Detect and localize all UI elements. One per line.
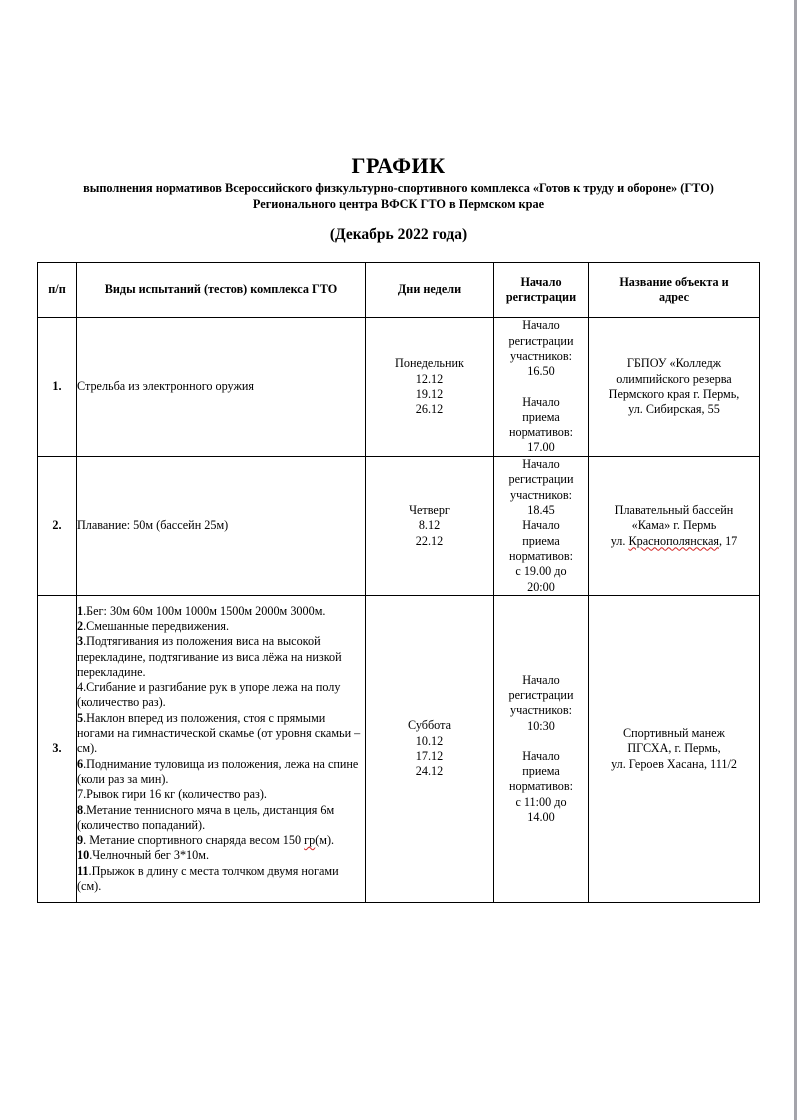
accept-text: Начало xyxy=(522,394,560,409)
row-days xyxy=(366,318,494,457)
table-header-row xyxy=(38,263,760,318)
accept-text: Начало xyxy=(522,748,560,763)
reg-time: 16.50 xyxy=(527,364,555,379)
row-days xyxy=(366,596,494,903)
row-venue xyxy=(589,318,760,457)
test-item-number: 9 xyxy=(77,833,84,848)
date: 8.12 xyxy=(418,518,441,533)
header-registration xyxy=(494,263,589,318)
test-item-misspelled: гр xyxy=(304,833,316,848)
test-item xyxy=(77,848,365,863)
accept-text: приема xyxy=(522,764,560,779)
accept-text: приема xyxy=(522,533,560,548)
row-registration xyxy=(494,318,589,457)
header-venue-line-2: адрес xyxy=(658,290,689,304)
test-item-number: 2 xyxy=(77,618,84,633)
test-item xyxy=(77,711,365,757)
header-days: Дни недели xyxy=(366,263,494,318)
accept-text: нормативов: xyxy=(508,548,573,563)
row-test: Стрельба из электронного оружия xyxy=(77,318,366,457)
test-item-number: 3 xyxy=(77,634,84,649)
date: 19.12 xyxy=(415,387,444,401)
header-registration-line-1: Начало xyxy=(520,274,562,289)
document-subtitle xyxy=(20,180,777,212)
test-item xyxy=(77,787,365,802)
date: 10.12 xyxy=(415,733,444,748)
test-item xyxy=(77,604,365,619)
accept-time: с 11:00 до xyxy=(515,794,567,809)
test-item-number: 1 xyxy=(77,603,84,618)
day-name: Понедельник xyxy=(395,356,464,371)
header-venue-line-1: Название объекта и xyxy=(619,274,729,289)
accept-time: с 19.00 до xyxy=(515,564,567,579)
test-item xyxy=(77,803,365,834)
reg-text: Начало xyxy=(522,318,560,333)
row-number: 2. xyxy=(38,457,77,596)
reg-time: 18.45 xyxy=(527,503,555,518)
test-item-text: .Бег: 30м 60м 100м 1000м 1500м 2000м 3000м. xyxy=(83,603,326,618)
venue-line: ГБПОУ «Колледж xyxy=(626,356,722,371)
test-item-text: .Сгибание и разгибание рук в упоре лежа на полу (количество раз). xyxy=(77,680,341,710)
test-item-text: .Смешанные передвижения. xyxy=(83,618,229,633)
venue-line: Плавательный бассейн xyxy=(614,503,734,518)
accept-time: 20:00 xyxy=(527,579,555,594)
table-row xyxy=(38,318,760,457)
venue-line: «Кама» г. Пермь xyxy=(631,518,717,533)
accept-text: Начало xyxy=(522,518,560,533)
test-item-tail: (м). xyxy=(315,833,335,848)
table-row xyxy=(38,596,760,903)
test-item xyxy=(77,619,365,634)
row-number: 1. xyxy=(38,318,77,457)
day-name: Четверг xyxy=(409,503,450,518)
reg-time: 10:30 xyxy=(527,718,555,733)
venue-line: ул. Сибирская, 55 xyxy=(628,402,720,417)
test-item-text: .Прыжок в длину с места толчком двумя ногами (см). xyxy=(77,863,339,894)
venue-street-number: , 17 xyxy=(718,533,738,548)
date: 17.12 xyxy=(415,749,444,763)
header-venue xyxy=(589,263,760,318)
venue-line: олимпийского резерва xyxy=(616,371,732,386)
reg-text: участников: xyxy=(510,348,572,363)
accept-text: приема xyxy=(522,409,560,424)
row-venue xyxy=(589,457,760,596)
schedule-table xyxy=(37,262,760,903)
test-item xyxy=(77,634,365,680)
test-item-number: 7 xyxy=(77,787,84,802)
accept-text: нормативов: xyxy=(508,425,573,440)
subtitle-line-2: Регионального центра ВФСК ГТО в Пермском крае xyxy=(252,197,545,211)
test-item xyxy=(77,864,365,895)
date: 26.12 xyxy=(415,402,444,417)
test-item-text: . Метание спортивного снаряда весом 150 xyxy=(83,833,305,848)
test-item-number: 10 xyxy=(77,848,90,863)
reg-text: участников: xyxy=(510,487,572,502)
row-days xyxy=(366,457,494,596)
row-venue xyxy=(589,596,760,903)
header-registration-line-2: регистрации xyxy=(505,290,577,304)
accept-time: 14.00 xyxy=(527,810,555,825)
row-test: Плавание: 50м (бассейн 25м) xyxy=(77,457,366,596)
accept-time: 17.00 xyxy=(527,440,555,455)
venue-line: ПГСХА, г. Пермь, xyxy=(627,741,721,756)
test-item-text: .Рывок гири 16 кг (количество раз). xyxy=(83,787,267,802)
header-num: п/п xyxy=(38,263,77,318)
venue-street-name: Краснополянская xyxy=(628,533,719,548)
venue-street-prefix: ул. xyxy=(610,533,629,548)
table-row xyxy=(38,457,760,596)
row-number: 3. xyxy=(38,596,77,903)
test-item-number: 4 xyxy=(77,680,84,695)
venue-line: Спортивный манеж xyxy=(623,726,725,741)
test-item-number: 11 xyxy=(77,863,89,878)
row-registration xyxy=(494,457,589,596)
subtitle-line-1: выполнения нормативов Всероссийского физкультурно-спортивного комплекса «Готов к труду и обороне» (ГТО) xyxy=(83,181,714,195)
date: 22.12 xyxy=(415,533,444,548)
venue-line: ул. Героев Хасана, 111/2 xyxy=(611,756,737,771)
test-item-text: .Подтягивания из положения виса на высокой перекладине, подтягивание из виса лёжа на низкой перекладине. xyxy=(77,634,342,679)
date: 24.12 xyxy=(415,764,444,779)
test-item xyxy=(77,833,365,848)
document-title: ГРАФИК xyxy=(351,153,446,178)
test-item xyxy=(77,757,365,788)
reg-text: Начало xyxy=(522,672,560,687)
day-name: Суббота xyxy=(408,718,451,733)
test-item-text: .Наклон вперед из положения, стоя с прямыми ногами на гимнастической скамье (от уровня скамьи – см). xyxy=(77,710,361,756)
test-item xyxy=(77,680,365,711)
reg-text: участников: xyxy=(510,703,572,718)
reg-text: Начало xyxy=(522,457,560,472)
accept-text: нормативов: xyxy=(508,779,573,794)
test-item-text: .Метание теннисного мяча в цель, дистанция 6м (количество попаданий). xyxy=(77,802,335,832)
test-item-number: 5 xyxy=(77,710,84,725)
date: 12.12 xyxy=(415,371,444,386)
test-item-number: 6 xyxy=(77,756,84,771)
header-tests: Виды испытаний (тестов) комплекса ГТО xyxy=(77,263,366,318)
row-registration xyxy=(494,596,589,903)
venue-line: Пермского края г. Пермь, xyxy=(608,387,740,401)
venue-line xyxy=(589,534,759,549)
reg-text: регистрации xyxy=(508,687,574,702)
reg-text: регистрации xyxy=(508,333,574,348)
test-item-number: 8 xyxy=(77,802,84,817)
test-item-text: .Поднимание туловища из положения, лежа на спине (коли раз за мин). xyxy=(77,756,359,786)
document-period: (Декабрь 2022 года) xyxy=(329,226,468,243)
reg-text: регистрации xyxy=(508,472,574,487)
test-item-text: .Челночный бег 3*10м. xyxy=(89,848,209,863)
row-test-list xyxy=(77,596,366,903)
